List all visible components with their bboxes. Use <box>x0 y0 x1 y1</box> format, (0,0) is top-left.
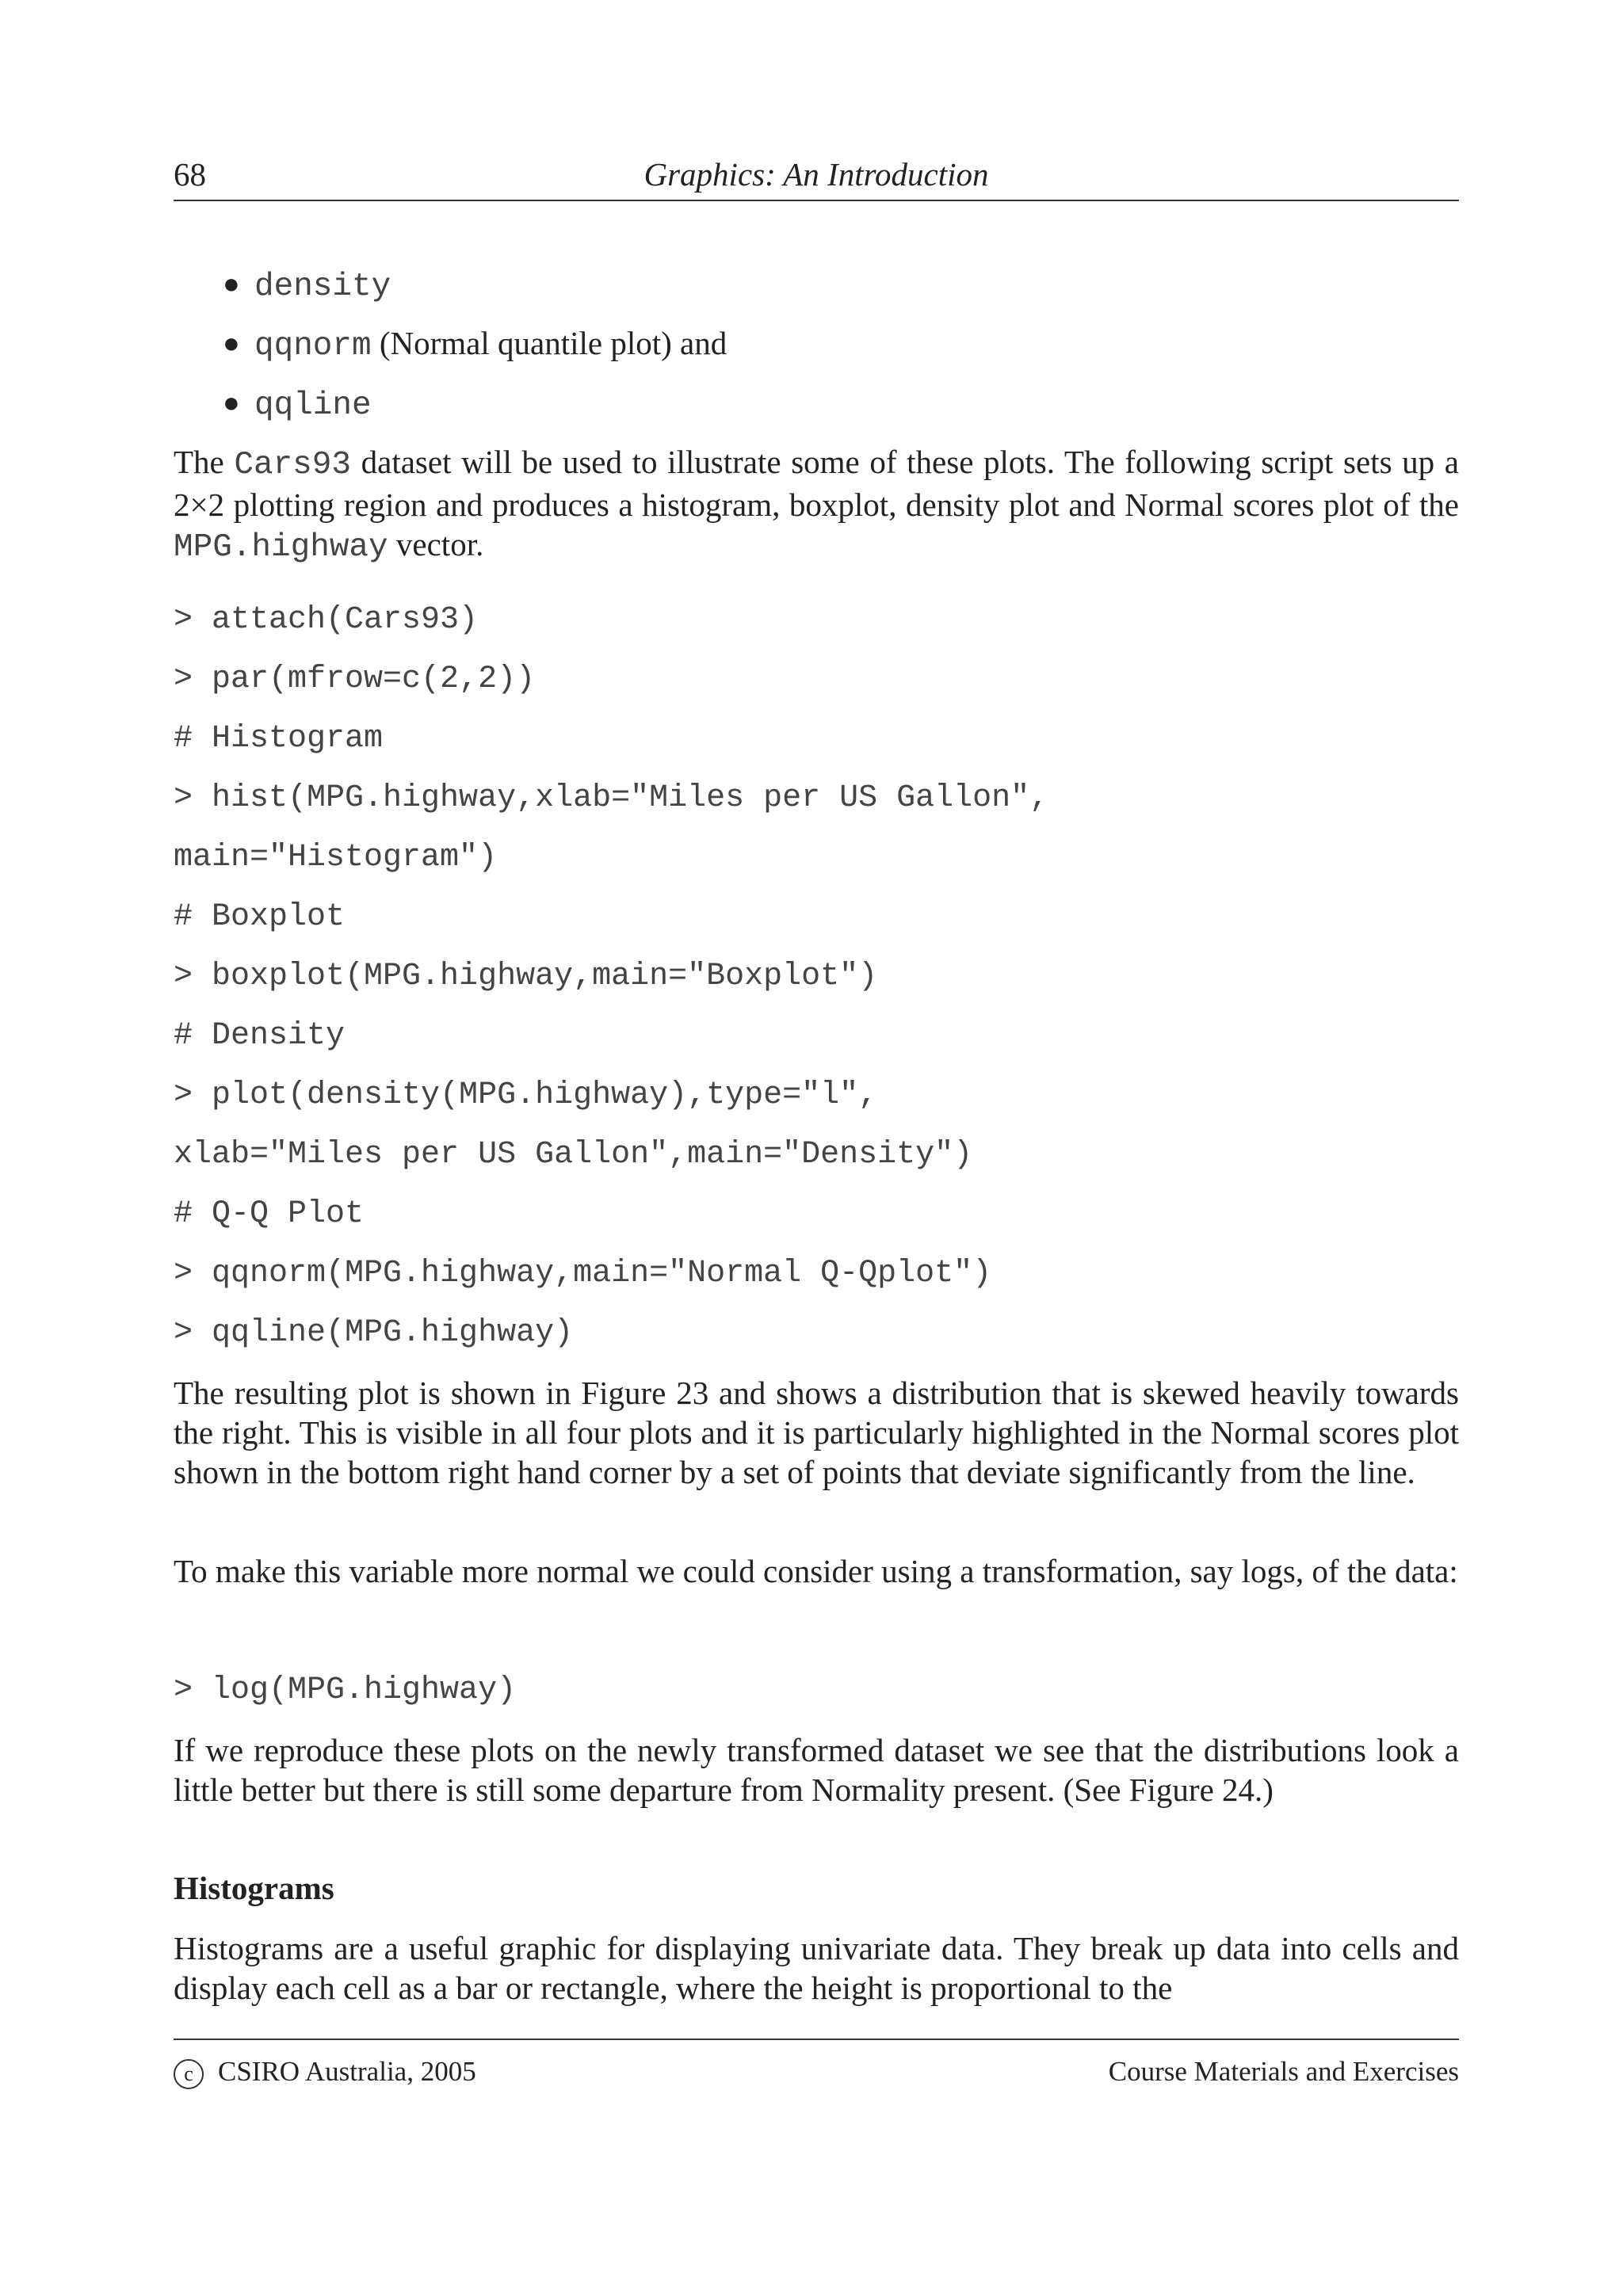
code-line: xlab="Miles per US Gallon",main="Density") <box>174 1137 973 1173</box>
code-line: # Histogram <box>174 721 384 757</box>
result-paragraph: The resulting plot is shown in Figure 23 and shows a distribution that is skewed heavily towards the right. This is visible in all four plots and it is particularly highlighted in the Normal scores plot shown in the bottom right hand corner by a set of points that deviate significantly from the line. <box>174 1375 1459 1490</box>
code-line: > hist(MPG.highway,xlab="Miles per US Gallon", <box>174 780 1049 816</box>
code-term: density <box>254 269 391 305</box>
code-line: > log(MPG.highway) <box>174 1672 517 1708</box>
copyright-icon: c <box>174 2059 204 2089</box>
reproduce-paragraph: If we reproduce these plots on the newly transformed dataset we see that the distributions look a little better but there is still some departure from Normality present. (See Figure 24.) <box>174 1732 1459 1808</box>
text-span: vector. <box>388 526 484 563</box>
transform-paragraph: To make this variable more normal we could consider using a transformation, say logs, of the data: <box>174 1553 1458 1589</box>
list-item <box>174 322 727 382</box>
footer-right-text: Course Materials and Exercises <box>1108 2056 1459 2087</box>
bullet-icon: ● <box>223 268 240 299</box>
page-number: 68 <box>174 156 206 193</box>
footer-left-text: CSIRO Australia, 2005 <box>218 2056 476 2087</box>
code-line: > plot(density(MPG.highway),type="l", <box>174 1077 878 1113</box>
code-line: > boxplot(MPG.highway,main="Boxplot") <box>174 959 878 994</box>
list-item-text: (Normal quantile plot) and <box>371 325 727 361</box>
code-term: Cars93 <box>234 447 351 483</box>
code-line: > qqline(MPG.highway) <box>174 1315 574 1351</box>
list-item <box>174 382 727 441</box>
list-item <box>174 263 727 322</box>
bullet-icon: ● <box>223 327 240 359</box>
code-line: main="Histogram") <box>174 840 498 875</box>
code-term: qqnorm <box>254 328 372 364</box>
code-line: > attach(Cars93) <box>174 602 479 638</box>
intro-paragraph <box>174 442 1459 567</box>
code-line: # Q-Q Plot <box>174 1196 365 1232</box>
running-title: Graphics: An Introduction <box>643 156 989 193</box>
page-header <box>174 155 1459 201</box>
histogram-paragraph: Histograms are a useful graphic for displaying univariate data. They break up data into cells and display each cell as a bar or rectangle, where the height is proportional to the <box>174 1930 1459 2006</box>
bullet-list <box>174 263 727 441</box>
text-span: dataset will be used to illustrate some of these plots. The following script sets up a 2×2 plotting region and produces a histogram, boxplot, density plot and Normal scores plot of the <box>174 444 1459 523</box>
code-line: > qqnorm(MPG.highway,main="Normal Q-Qplot") <box>174 1256 992 1291</box>
page-footer <box>174 2039 1459 2087</box>
text-span: The <box>174 444 235 480</box>
code-term: qqline <box>254 387 372 424</box>
bullet-icon: ● <box>223 387 240 418</box>
code-line: > par(mfrow=c(2,2)) <box>174 662 536 697</box>
section-heading: Histograms <box>174 1870 334 1906</box>
code-term: MPG.highway <box>174 529 388 566</box>
code-line: # Boxplot <box>174 899 346 935</box>
code-line: # Density <box>174 1018 346 1054</box>
footer-left <box>174 2056 476 2089</box>
